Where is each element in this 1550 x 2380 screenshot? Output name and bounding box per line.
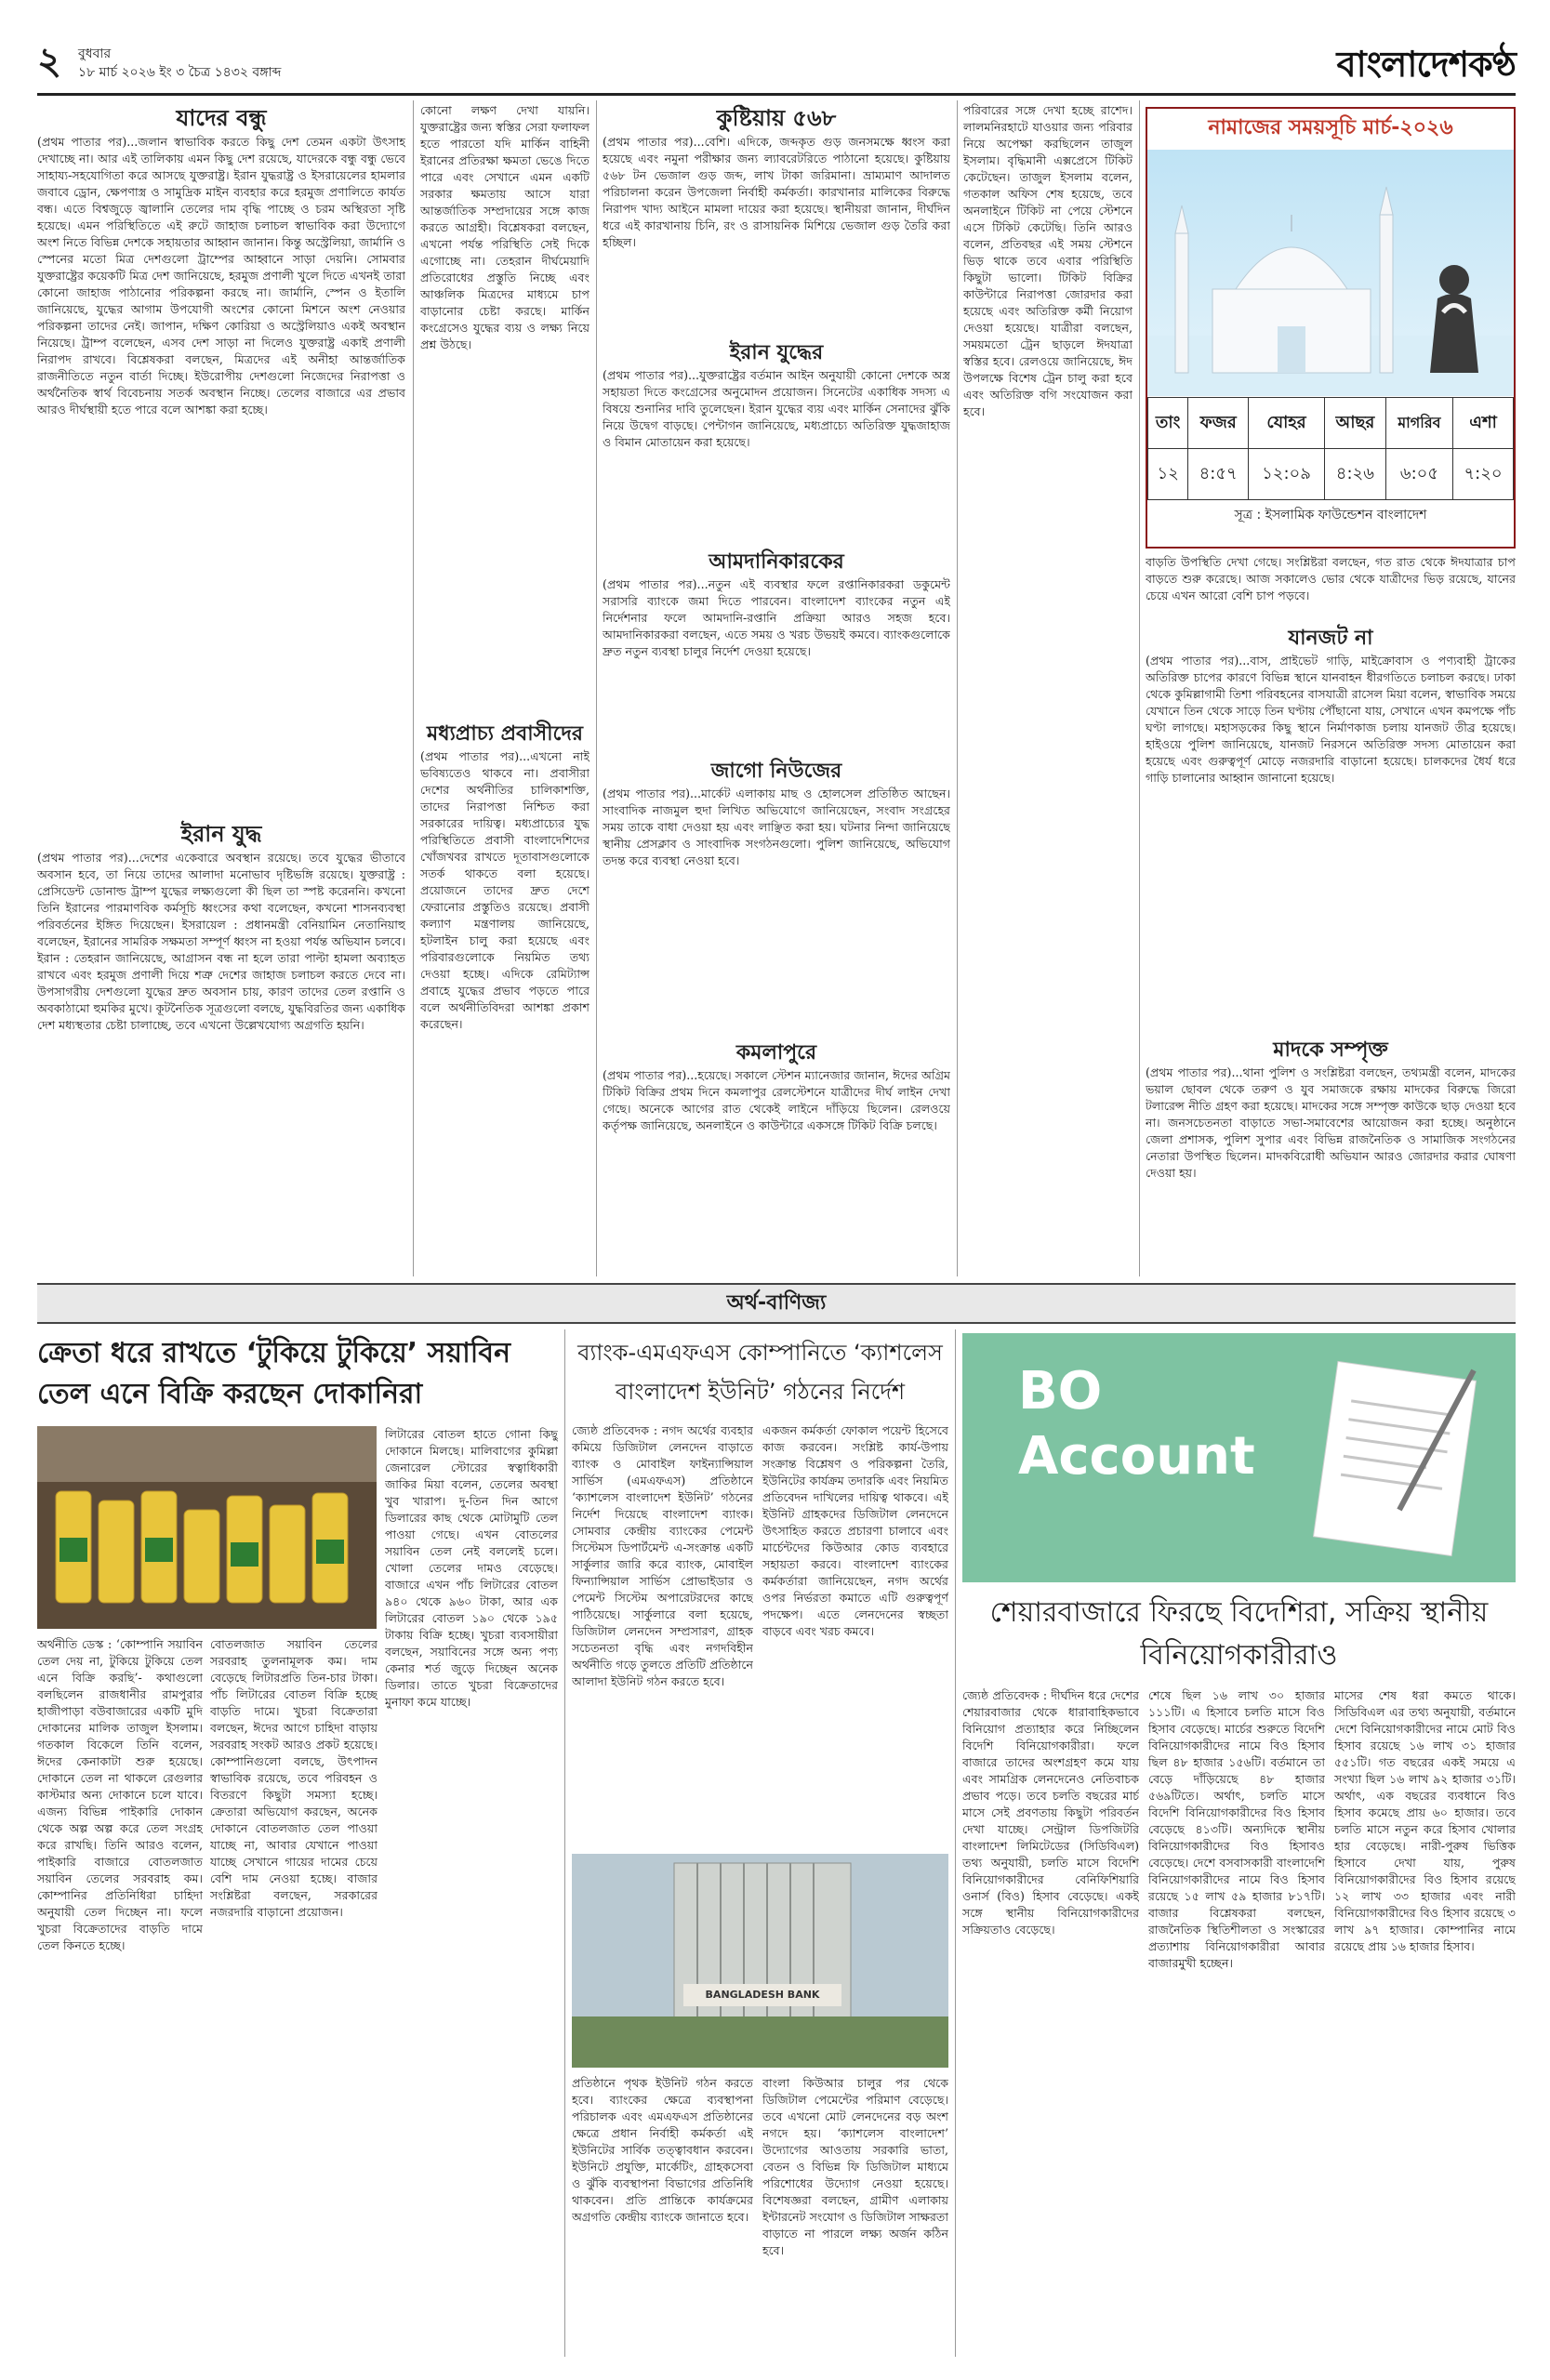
prayer-value-cell: ১২:০৯ <box>1249 449 1325 500</box>
prayer-header-cell: মাগরিব <box>1385 398 1452 449</box>
article-body: (প্রথম পাতার পর)...মার্কেট এলাকায় মাছ ও হোলসেল প্রতিষ্ঠিত আছেন। সাংবাদিক নাজমুল হুদা লিখিত অভিযোগে জানিয়েছেন, সংবাদ সংগ্রহের সময় তাকে বাধা দেওয়া হয় এবং লাঞ্ছিত করা হয়। ঘটনার নিন্দা জানিয়েছে স্থানীয় প্রেসক্লাব ও সাংবাদিক সংগঠনগুলো। পুলিশ জানিয়েছে, অভিযোগ তদন্ত করে ব্যবস্থা নেওয়া হবে। <box>603 787 950 867</box>
prayer-value-cell: ৭:২০ <box>1453 449 1514 500</box>
oil-body-col2: বোতলজাত সয়াবিন তেলের সরবরাহ তুলনামূলক কম। দাম বেড়েছে লিটারপ্রতি তিন-চার টাকা। পাঁচ লিটারের বোতল বিক্রি হচ্ছে বাড়তি দামে। খুচরা বিক্রেতারা বলছেন, ঈদের আগে চাহিদা বাড়ায় সরবরাহ সংকট আরও প্রকট হয়েছে। কোম্পানিগুলো বলছে, উৎপাদন স্বাভাবিক রয়েছে, তবে পরিবহন ও বিতরণে কিছুটা সমস্যা হচ্ছে। ক্রেতারা অভিযোগ করছেন, অনেক দোকানে বোতলজাত তেল পাওয়া যাচ্ছে না, আবার যেখানে পাওয়া যাচ্ছে সেখানে গায়ের দামের চেয়ে বেশি দাম নেওয়া হচ্ছে। বাজার সংশ্লিষ্টরা বলছেন, সরকারের নজরদারি বাড়ানো প্রয়োজন। <box>210 1637 378 1919</box>
article-body: কোনো লক্ষণ দেখা যায়নি। যুক্তরাষ্ট্রের জন্য স্বস্তির সেরা ফলাফল হতে পারতো যদি মার্কিন বাহিনী ইরানের প্রতিরক্ষা ক্ষমতা ভেঙে দিতে পারে এবং সেখানে এমন একটি সরকার ক্ষমতায় আসে যারা আন্তর্জাতিক সম্প্রদায়ের সঙ্গে কাজ করতে আগ্রহী। বিশ্লেষকরা বলছেন, এখনো পর্যন্ত পরিস্থিতি সেই দিকে এগোচ্ছে না। তেহরান দীর্ঘমেয়াদি প্রতিরোধের প্রস্তুতি নিচ্ছে এবং আঞ্চলিক মিত্রদের মাধ্যমে চাপ বাড়ানোর চেষ্টা করছে। মার্কিন কংগ্রেসেও যুদ্ধের ব্যয় ও লক্ষ্য নিয়ে প্রশ্ন উঠছে। <box>420 103 590 351</box>
article-jader-bondhu <box>37 102 405 814</box>
prayer-value-cell: ৬:০৫ <box>1385 449 1452 500</box>
oil-body-col1: অর্থনীতি ডেস্ক : ‘কোম্পানি সয়াবিন তেল দেয় না, টুকিয়ে টুকিয়ে তেল এনে বিক্রি করছি’- কথাগুলো বলছিলেন রাজধানীর রামপুরার হাজীপাড়া বউবাজারের একটি মুদি দোকানের মালিক তাজুল ইসলাম। গতকাল বিকেলে তিনি বলেন, ঈদের কেনাকাটা শুরু হয়েছে। দোকানে তেল না থাকলে রেগুলার কাস্টমার অন্য দোকানে চলে যাবে। এজন্য বিভিন্ন পাইকারি দোকান থেকে অল্প অল্প করে তেল সংগ্রহ করে রাখছি। তিনি আরও বলেন, পাইকারি বাজারে বোতলজাত সয়াবিন তেলের সরবরাহ কম। কোম্পানির প্রতিনিধিরা চাহিদা অনুযায়ী তেল দিচ্ছেন না। ফলে খুচরা বিক্রেতাদের বাড়তি দামে তেল কিনতে হচ্ছে। <box>37 1637 203 1952</box>
article-iran-war-right <box>603 339 950 546</box>
article-col4-continued <box>963 102 1133 1274</box>
article-title: কমলাপুরে <box>735 1041 817 1064</box>
date-line-full: ১৮ মার্চ ২০২৬ ইং ৩ চৈত্র ১৪৩২ বঙ্গাব্দ <box>78 65 282 80</box>
article-body: পরিবারের সঙ্গে দেখা হচ্ছে রাশেদ। লালমনিরহাটে যাওয়ার জন্য পরিবার নিয়ে অপেক্ষা করছিলেন তাজুল ইসলাম। বৃদ্ধিমানী এক্সপ্রেসে টিকিট কেটেছেন। তাজুল ইসলাম বলেন, গতকাল অফিস শেষ হয়েছে, তবে অনলাইনে টিকিট না পেয়ে স্টেশনে এসে টিকিট কেটেছি। তিনি আরও বলেন, প্রতিবছর এই সময় স্টেশনে ভিড় থাকে তবে এবার পরিস্থিতি কিছুটা ভালো। টিকিট বিক্রির কাউন্টারে নিরাপত্তা জোরদার করা হয়েছে এবং অতিরিক্ত কর্মী নিয়োগ দেওয়া হয়েছে। যাত্রীরা বলছেন, সময়মতো ট্রেন ছাড়লে ঈদযাত্রা স্বস্তির হবে। রেলওয়ে জানিয়েছে, ঈদ উপলক্ষে বিশেষ ট্রেন চালু করা হবে এবং অতিরিক্ত বগি সংযোজন করা হবে। <box>963 103 1133 418</box>
article-iran-war-left <box>37 818 405 1274</box>
bo-banner-line2: Account <box>1018 1426 1255 1487</box>
article-title: কুষ্টিয়ায় ৫৬৮ <box>716 105 837 131</box>
share-headline: শেয়ারবাজারে ফিরছে বিদেশিরা, সক্রিয় স্থানীয় বিনিয়োগকারীরাও <box>989 1596 1489 1672</box>
bank-body-col4: বাংলা কিউআর চালুর পর থেকে ডিজিটাল পেমেন্টের পরিমাণ বেড়েছে। তবে এখনো মোট লেনদেনের বড় অংশ নগদে হয়। ‘ক্যাশলেস বাংলাদেশ’ উদ্যোগের আওতায় সরকারি ভাতা, বেতন ও বিভিন্ন ফি ডিজিটাল মাধ্যমে পরিশোধের উদ্যোগ নেওয়া হয়েছে। বিশেষজ্ঞরা বলছেন, গ্রামীণ এলাকায় ইন্টারনেট সংযোগ ও ডিজিটাল সাক্ষরতা বাড়াতে না পারলে লক্ষ্য অর্জন কঠিন হবে। <box>762 2076 948 2257</box>
oil-photo <box>37 1426 377 1629</box>
article-title: মাদকে সম্পৃক্ত <box>1273 1038 1388 1062</box>
bank-headline: ব্যাংক-এমএফএস কোম্পানিতে ‘ক্যাশলেস বাংলাদেশ ইউনিট’ গঠনের নির্দেশ <box>577 1340 943 1405</box>
article-amdanikarok <box>603 549 950 755</box>
article-title: যাদের বন্ধু <box>176 105 267 131</box>
prayer-times-box <box>1146 107 1516 549</box>
prayer-header-cell: যোহর <box>1249 398 1325 449</box>
article-body: (প্রথম পাতার পর)...দেশের একেবারে অবস্থান রয়েছে। তবে যুদ্ধের ভীতাবে অবসান হবে, তা নিয়ে তাদের আলাদা মনোভাব দৃষ্টিভঙ্গি রয়েছে। যুক্তরাষ্ট্র : প্রেসিডেন্ট ডোনাল্ড ট্রাম্প যুদ্ধের লক্ষ্যগুলো কী ছিল তা স্পষ্ট করেননি। কখনো তিনি ইরানের পারমাণবিক কর্মসূচি ধ্বংসের কথা বলেছেন, কখনো শাসনব্যবস্থা পরিবর্তনের ইঙ্গিত দিয়েছেন। ইসরায়েল : প্রধানমন্ত্রী বেনিয়ামিন নেতানিয়াহু বলেছেন, ইরানের সামরিক সক্ষমতা সম্পূর্ণ ধ্বংস না হওয়া পর্যন্ত অভিযান চলবে। ইরান : তেহরান জানিয়েছে, আগ্রাসন বন্ধ না হলে তারা পাল্টা হামলা অব্যাহত রাখবে এবং হরমুজ প্রণালী দিয়ে শত্রু দেশের জাহাজ চলাচল করতে দেবে না। উপসাগরীয় দেশগুলো যুদ্ধের দ্রুত অবসান চায়, কারণ তাদের তেল রপ্তানি ও অবকাঠামো হুমকির মুখে। কূটনৈতিক সূত্রগুলো বলছে, যুদ্ধবিরতির জন্য একাধিক দেশ মধ্যস্থতার চেষ্টা চালাচ্ছে, তবে এখনো উল্লেখযোগ্য অগ্রগতি হয়নি। <box>37 851 405 1032</box>
article-body: (প্রথম পাতার পর)...যুক্তরাষ্ট্রের বর্তমান আইন অনুযায়ী কোনো দেশকে অস্ত্র সহায়তা দিতে কংগ্রেসের অনুমোদন প্রয়োজন। সিনেটের একাধিক সদস্য এ বিষয়ে শুনানির দাবি তুলেছেন। ইরান যুদ্ধের ব্যয় এবং মার্কিন সেনাদের ঝুঁকি নিয়ে উদ্বেগ বাড়ছে। পেন্টাগন জানিয়েছে, মধ্যপ্রাচ্যে অতিরিক্ত যুদ্ধজাহাজ ও বিমান মোতায়েন করা হয়েছে। <box>603 368 950 449</box>
bank-building-icon <box>572 1854 948 2068</box>
prayer-header-cell: তাং <box>1148 398 1188 449</box>
share-body-col2: শেষে ছিল ১৬ লাখ ৩০ হাজার ১১১টি। এ হিসাবে চলতি মাসে বিও হিসাব বেড়েছে। মার্চের শুরুতে বিদেশি বিনিয়োগকারীদের নামে বিও হিসাব ছিল ৪৮ হাজার ১৫৬টি। বর্তমানে তা বেড়ে দাঁড়িয়েছে ৪৮ হাজার ৫৬৯টিতে। অর্থাৎ, চলতি মাসে বিদেশি বিনিয়োগকারীদের বিও হিসাব বেড়েছে ৪১৩টি। অন্যদিকে স্থানীয় বিনিয়োগকারীদের বিও হিসাবও বেড়েছে। দেশে বসবাসকারী বাংলাদেশি বিনিয়োগকারীদের নামে বিও হিসাব রয়েছে ১৫ লাখ ৫৯ হাজার ৮১৭টি। বাজার বিশ্লেষকরা বলছেন, রাজনৈতিক স্থিতিশীলতা ও সংস্কারের প্রত্যাশায় বিনিয়োগকারীরা আবার বাজারমুখী হচ্ছেন। <box>1148 1688 1325 1970</box>
masthead-rule <box>37 93 1516 96</box>
prayer-value-cell: ৪:৫৭ <box>1188 449 1249 500</box>
prayer-header-cell: ফজর <box>1188 398 1249 449</box>
article-body: (প্রথম পাতার পর)...বাস, প্রাইভেট গাড়ি, মাইক্রোবাস ও পণ্যবাহী ট্রাকের অতিরিক্ত চাপের কারণে বিভিন্ন স্থানে যানবাহন ধীরগতিতে চলাচল করছে। ঢাকা থেকে কুমিল্লাগামী তিশা পরিবহনের বাসযাত্রী রাসেল মিয়া বলেন, স্বাভাবিক সময়ে যেখানে তিন থেকে সাড়ে তিন ঘণ্টায় পৌঁছানো যায়, সেখানে এখন কমপক্ষে পাঁচ ঘণ্টা লাগছে। মহাসড়কের কিছু স্থানে নির্মাণকাজ চলায় যানজট তীব্র হয়েছে। হাইওয়ে পুলিশ জানিয়েছে, যানজট নিরসনে অতিরিক্ত সদস্য মোতায়েন করা হয়েছে এবং গুরুত্বপূর্ণ মোড়ে নজরদারি বাড়ানো হয়েছে। চালকদের ধৈর্য ধরে গাড়ি চালানোর আহ্বান জানানো হয়েছে। <box>1146 654 1516 785</box>
paper-name-logo: বাংলাদেশকণ্ঠ <box>1336 44 1516 85</box>
column-divider <box>1139 100 1140 1276</box>
article-body: (প্রথম পাতার পর)...নতুন এই ব্যবস্থার ফলে রপ্তানিকারকরা ডকুমেন্ট সরাসরি ব্যাংকে জমা দিতে পারবেন। বাংলাদেশ ব্যাংকের নতুন এই নির্দেশনার ফলে আমদানি-রপ্তানি প্রক্রিয়া আরও সহজ হবে। আমদানিকারকরা বলছেন, এতে সময় ও খরচ উভয়ই কমবে। ব্যাংকগুলোকে দ্রুত নতুন ব্যবস্থা চালুর নির্দেশ দেওয়া হয়েছে। <box>603 577 950 658</box>
bo-account-banner <box>962 1333 1516 1582</box>
article-jago-news <box>603 758 950 1037</box>
article-title: আমদানিকারকের <box>709 550 844 574</box>
article-body: (প্রথম পাতার পর)...থানা পুলিশ ও সংশ্লিষ্টরা বলছেন, তথ্যমন্ত্রী বলেন, মাদকের ভয়াল ছোবল থেকে তরুণ ও যুব সমাজকে রক্ষায় মাদকের বিরুদ্ধে জিরো টলারেন্স নীতি গ্রহণ করা হয়েছে। মাদকের সঙ্গে সম্পৃক্ত কাউকে ছাড় দেওয়া হবে না। জনসচেতনতা বাড়াতে সভা-সমাবেশের আয়োজন করা হচ্ছে। অনুষ্ঠানে জেলা প্রশাসক, পুলিশ সুপার এবং বিভিন্ন রাজনৈতিক ও সামাজিক সংগঠনের নেতারা উপস্থিত ছিলেন। মাদকবিরোধী অভিযান আরও জোরদার করার ঘোষণা দেওয়া হয়। <box>1146 1065 1516 1180</box>
column-divider <box>957 100 958 1276</box>
document-pen-icon <box>1297 1352 1502 1566</box>
article-kushtia <box>603 102 950 337</box>
column-divider <box>596 100 597 1276</box>
share-body-col1: জ্যেষ্ঠ প্রতিবেদক : দীর্ঘদিন ধরে দেশের শেয়ারবাজার থেকে ধারাবাহিকভাবে বিনিয়োগ প্রত্যাহার করে নিচ্ছিলেন বিদেশি বিনিয়োগকারীরা। ফলে বাজারে তাদের অংশগ্রহণ কমে যায় এবং সামগ্রিক লেনদেনেও নেতিবাচক প্রভাব পড়ে। তবে চলতি বছরের মার্চ মাসে সেই প্রবণতায় কিছুটা পরিবর্তন দেখা যাচ্ছে। সেন্ট্রাল ডিপজিটরি বাংলাদেশ লিমিটেডের (সিডিবিএল) তথ্য অনুযায়ী, চলতি মাসে বিদেশি বিনিয়োগকারীদের বেনিফিশিয়ারি ওনার্স (বিও) হিসাব বেড়েছে। একই সঙ্গে স্থানীয় বিনিয়োগকারীদের সক্রিয়তাও বেড়েছে। <box>962 1688 1139 1937</box>
prayer-source: সূত্র : ইসলামিক ফাউন্ডেশন বাংলাদেশ <box>1234 508 1427 522</box>
bank-photo <box>572 1854 948 2068</box>
column-divider <box>955 1329 956 2357</box>
article-body: (প্রথম পাতার পর)...বেশি। এদিকে, জব্দকৃত গুড় জনসমক্ষে ধ্বংস করা হয়েছে এবং নমুনা পরীক্ষার জন্য ল্যাবরেটরিতে পাঠানো হয়েছে। কুষ্টিয়ায় ৫৬৮ টন ভেজাল গুড় জব্দ, লাখ টাকা জরিমানা। ভ্রাম্যমাণ আদালত পরিচালনা করেন উপজেলা নির্বাহী কর্মকর্তা। কারখানার মালিকের বিরুদ্ধে নিরাপদ খাদ্য আইনে মামলা দায়ের করা হয়েছে। স্থানীয়রা জানান, দীর্ঘদিন ধরে এই কারখানায় চিনি, রং ও রাসায়নিক মিশিয়ে ভেজাল গুড় তৈরি করা হচ্ছিল। <box>603 135 950 249</box>
bank-body-col1: জ্যেষ্ঠ প্রতিবেদক : নগদ অর্থের ব্যবহার কমিয়ে ডিজিটাল লেনদেন বাড়াতে ব্যাংক ও মোবাইল ফাইন্যান্সিয়াল সার্ভিস (এমএফএস) প্রতিষ্ঠানে ‘ক্যাশলেস বাংলাদেশ ইউনিট’ গঠনের নির্দেশ দিয়েছে বাংলাদেশ ব্যাংক। সোমবার কেন্দ্রীয় ব্যাংকের পেমেন্ট সিস্টেমস ডিপার্টমেন্ট এ-সংক্রান্ত একটি সার্কুলার জারি করে ব্যাংক, মোবাইল ফিন্যান্সিয়াল সার্ভিস প্রোভাইডার ও পেমেন্ট সিস্টেম অপারেটরদের কাছে পাঠিয়েছে। সার্কুলারে বলা হয়েছে, ডিজিটাল লেনদেন সম্প্রসারণ, গ্রাহক সচেতনতা বৃদ্ধি এবং নগদবিহীন অর্থনীতি গড়ে তুলতে প্রতিটি প্রতিষ্ঠানে আলাদা ইউনিট গঠন করতে হবে। <box>572 1423 753 1688</box>
article-kamalapur <box>603 1039 950 1276</box>
bank-body-col3: প্রতিষ্ঠানে পৃথক ইউনিট গঠন করতে হবে। ব্যাংকের ক্ষেত্রে ব্যবস্থাপনা পরিচালক এবং এমএফএস প্রতিষ্ঠানের ক্ষেত্রে প্রধান নির্বাহী কর্মকর্তা এই ইউনিটের সার্বিক তত্ত্বাবধান করবেন। ইউনিটে প্রযুক্তি, মার্কেটিং, গ্রাহকসেবা ও ঝুঁকি ব্যবস্থাপনা বিভাগের প্রতিনিধি থাকবেন। প্রতি প্রান্তিকে কার্যক্রমের অগ্রগতি কেন্দ্রীয় ব্যাংকে জানাতে হবে। <box>572 2076 753 2224</box>
oil-headline: ক্রেতা ধরে রাখতে ‘টুকিয়ে টুকিয়ে’ সয়াবিন তেল এনে বিক্রি করছেন দোকানিরা <box>37 1337 510 1410</box>
article-col2-continued <box>420 102 590 716</box>
article-title: ইরান যুদ্ধ <box>180 821 262 847</box>
section-label: অর্থ-বাণিজ্য <box>726 1291 827 1315</box>
article-title: মধ্যপ্রাচ্য প্রবাসীদের <box>426 722 583 746</box>
prayer-times-table <box>1147 397 1514 500</box>
prayer-header-cell: আছর <box>1325 398 1386 449</box>
page-number: ২ <box>37 40 62 83</box>
prayer-header-cell: এশা <box>1453 398 1514 449</box>
article-col5-continued <box>1146 554 1516 619</box>
column-divider <box>564 1329 565 2357</box>
article-title: জাগো নিউজের <box>710 760 842 783</box>
article-title: ইরান যুদ্ধের <box>729 341 824 364</box>
bank-body-col2: একজন কর্মকর্তা ফোকাল পয়েন্ট হিসেবে কাজ করবেন। সংশ্লিষ্ট কার্য-উপায় সংক্রান্ত বিশ্লেষণ ও পরিকল্পনা তৈরি, ইউনিটের কার্যক্রম তদারকি এবং নিয়মিত প্রতিবেদন দাখিলের দায়িত্ব থাকবে। এই ইউনিট গ্রাহকদের ডিজিটাল লেনদেনে উৎসাহিত করতে প্রচারণা চালাবে এবং মার্চেন্টদের কিউআর কোড ব্যবহারে সহায়তা করবে। বাংলাদেশ ব্যাংকের কর্মকর্তারা জানিয়েছেন, নগদ অর্থের ওপর নির্ভরতা কমাতে এটি গুরুত্বপূর্ণ পদক্ষেপ। এতে লেনদেনের স্বচ্ছতা বাড়বে এবং খরচ কমবে। <box>762 1423 948 1638</box>
article-body: (প্রথম পাতার পর)...এখনো নাই ভবিষ্যতেও থাকবে না। প্রবাসীরা দেশের অর্থনীতির চালিকাশক্তি, তাদের নিরাপত্তা নিশ্চিত করা সরকারের দায়িত্ব। মধ্যপ্রাচ্যের যুদ্ধ পরিস্থিতিতে প্রবাসী বাংলাদেশিদের খোঁজখবর রাখতে দূতাবাসগুলোকে সতর্ক থাকতে বলা হয়েছে। প্রয়োজনে তাদের দ্রুত দেশে ফেরানোর প্রস্তুতিও রয়েছে। প্রবাসী কল্যাণ মন্ত্রণালয় জানিয়েছে, হটলাইন চালু করা হয়েছে এবং পরিবারগুলোকে নিয়মিত তথ্য দেওয়া হচ্ছে। এদিকে রেমিট্যান্স প্রবাহে যুদ্ধের প্রভাব পড়তে পারে বলে অর্থনীতিবিদরা আশঙ্কা প্রকাশ করেছেন। <box>420 749 590 1031</box>
share-body-col3: মাসের শেষ ধরা কমতে থাকে। সিডিবিএল এর তথ্য অনুযায়ী, বর্তমানে দেশে বিনিয়োগকারীদের নামে মোট বিও হিসাব রয়েছে ১৬ লাখ ৩১ হাজার ৫৫১টি। গত বছরের একই সময়ে এ সংখ্যা ছিল ১৬ লাখ ৯২ হাজার ৩১টি। অর্থাৎ, এক বছরের ব্যবধানে বিও হিসাব কমেছে প্রায় ৬০ হাজার। তবে চলতি মাসে নতুন করে হিসাব খোলার হার বেড়েছে। নারী-পুরুষ ভিত্তিক হিসাবে দেখা যায়, পুরুষ বিনিয়োগকারীদের বিও হিসাব রয়েছে ১২ লাখ ৩৩ হাজার এবং নারী বিনিয়োগকারীদের বিও হিসাব রয়েছে ৩ লাখ ৯৭ হাজার। কোম্পানির নামে রয়েছে প্রায় ১৬ হাজার হিসাব। <box>1334 1688 1516 1953</box>
prayer-title: নামাজের সময়সূচি মার্চ-২০২৬ <box>1208 116 1453 139</box>
bo-banner-line1: BO <box>1018 1361 1103 1421</box>
masthead <box>37 37 1516 91</box>
prayer-value-cell: ১২ <box>1148 449 1188 500</box>
mosque-icon <box>1147 150 1514 396</box>
mosque-illustration <box>1147 150 1514 396</box>
article-body: (প্রথম পাতার পর)...জলান স্বাভাবিক করতে কিছু দেশ তেমন একটা উৎসাহ দেখাচ্ছে না। আর এই তালিকায় এমন কিছু দেশ রয়েছে, যাদেরকে বন্ধু বন্ধু ভেবে সাহায্য-সহযোগিতা করে আসছে যুক্তরাষ্ট্র। ইরান যুদ্ধরাষ্ট্র ও ইসরায়েলের হামলার জবাবে ড্রোন, ক্ষেপণাস্ত্র ও সামুদ্রিক মাইন ব্যবহার করে হরমুজ প্রণালিতে কার্যত বন্ধ। এতে বিশ্বজুড়ে জ্বালানি তেলের দাম বৃদ্ধি পাচ্ছে ও চরম অস্থিরতা সৃষ্টি হয়েছে। এমন পরিস্থিতিতে এই রুটে জাহাজ চলাচল স্বাভাবিক করা উদ্যোগে অংশ নিতে বিভিন্ন দেশকে সহায়তার আহ্বান জানান। কিন্তু অস্ট্রেলিয়া, জার্মানি ও স্পেনের মতো মিত্র দেশগুলো ট্রাম্পের আহ্বানে সাড়া দেয়নি। সোমবার যুক্তরাষ্ট্রের কয়েকটি মিত্র দেশ জানিয়েছে, হরমুজ প্রণালী খুলে দিতে এখনই তারা কোনো জাহাজ পাঠানোর পরিকল্পনা করছে না। জার্মানি, স্পেন ও ইতালি জানিয়েছে, যুদ্ধের আগাম উপযোগী অংশের কোনো মিশনে অংশ নেওয়ার পরিকল্পনা তাদের নেই। জাপান, দক্ষিণ কোরিয়া ও অস্ট্রেলিয়াও একই অবস্থান নিয়েছে। ট্রাম্প বলেছেন, এসব দেশ সাড়া না দিলেও যুক্তরাষ্ট্র একাই প্রণালী নিরাপদ রাখবে। বিশ্লেষকরা বলছেন, মিত্রদের এই অনীহা আন্তর্জাতিক রাজনীতিতে নতুন বার্তা দিচ্ছে। ইউরোপীয় দেশগুলো নিজেদের নিরাপত্তা ও অর্থনৈতিক স্বার্থ বিবেচনায় সতর্ক অবস্থান নিচ্ছে। তেলের বাজারে এর প্রভাব আরও দীর্ঘস্থায়ী হতে পারে বলে আশঙ্কা করা হচ্ছে। <box>37 135 405 416</box>
prayer-value-cell: ৪:২৬ <box>1325 449 1386 500</box>
prayer-header-row <box>1148 398 1514 449</box>
date-line: বুধবার <box>78 46 112 61</box>
oil-bottles-icon <box>37 1426 377 1629</box>
column-divider <box>413 100 414 1276</box>
article-body: বাড়তি উপস্থিতি দেখা গেছে। সংশ্লিষ্টরা বলছেন, গত রাত থেকে ঈদযাত্রার চাপ বাড়তে শুরু করেছে। আজ সকালেও ভোর থেকে যাত্রীদের ভিড় রয়েছে, যানের চেয়ে এখন আরো বেশি চাপ পড়বে। <box>1146 555 1516 602</box>
article-title: যানজট না <box>1288 627 1373 650</box>
business-section-bar <box>37 1283 1516 1324</box>
prayer-value-row <box>1148 449 1514 500</box>
bank-building-sign: BANGLADESH BANK <box>705 1989 820 2001</box>
article-body: (প্রথম পাতার পর)...হয়েছে। সকালে স্টেশন ম্যানেজার জানান, ঈদের অগ্রিম টিকিট বিক্রির প্রথম দিনে কমলাপুর রেলস্টেশনে যাত্রীদের দীর্ঘ লাইন দেখা গেছে। অনেকে আগের রাত থেকেই লাইনে দাঁড়িয়ে ছিলেন। রেলওয়ে কর্তৃপক্ষ জানিয়েছে, অনলাইনে ও কাউন্টারে একসঙ্গে টিকিট বিক্রি চলছে। <box>603 1068 950 1132</box>
article-probashi <box>420 721 590 1274</box>
article-madok <box>1146 1037 1516 1276</box>
article-jaanjot <box>1146 625 1516 1034</box>
oil-body-col3: লিটারের বোতল হাতে গোনা কিছু দোকানে মিলছে। মালিবাগের কুমিল্লা জেনারেল স্টোরের স্বত্বাধিকারী জাকির মিয়া বলেন, তেলের অবস্থা খুব খারাপ। দু-তিন দিন আগে ডিলারের কাছ থেকে মোটামুটি তেল পাওয়া গেছে। এখন বোতলের সয়াবিন তেল নেই বললেই চলে। খোলা তেলের দামও বেড়েছে। বাজারে এখন পাঁচ লিটারের বোতল ৯৪০ থেকে ৯৬০ টাকা, আর এক লিটারের বোতল ১৯০ থেকে ১৯৫ টাকায় বিক্রি হচ্ছে। খুচরা ব্যবসায়ীরা বলছেন, সয়াবিনের সঙ্গে অন্য পণ্য কেনার শর্ত জুড়ে দিচ্ছেন অনেক ডিলার। তাতে খুচরা বিক্রেতাদের মুনাফা কমে যাচ্ছে। <box>385 1427 558 1709</box>
